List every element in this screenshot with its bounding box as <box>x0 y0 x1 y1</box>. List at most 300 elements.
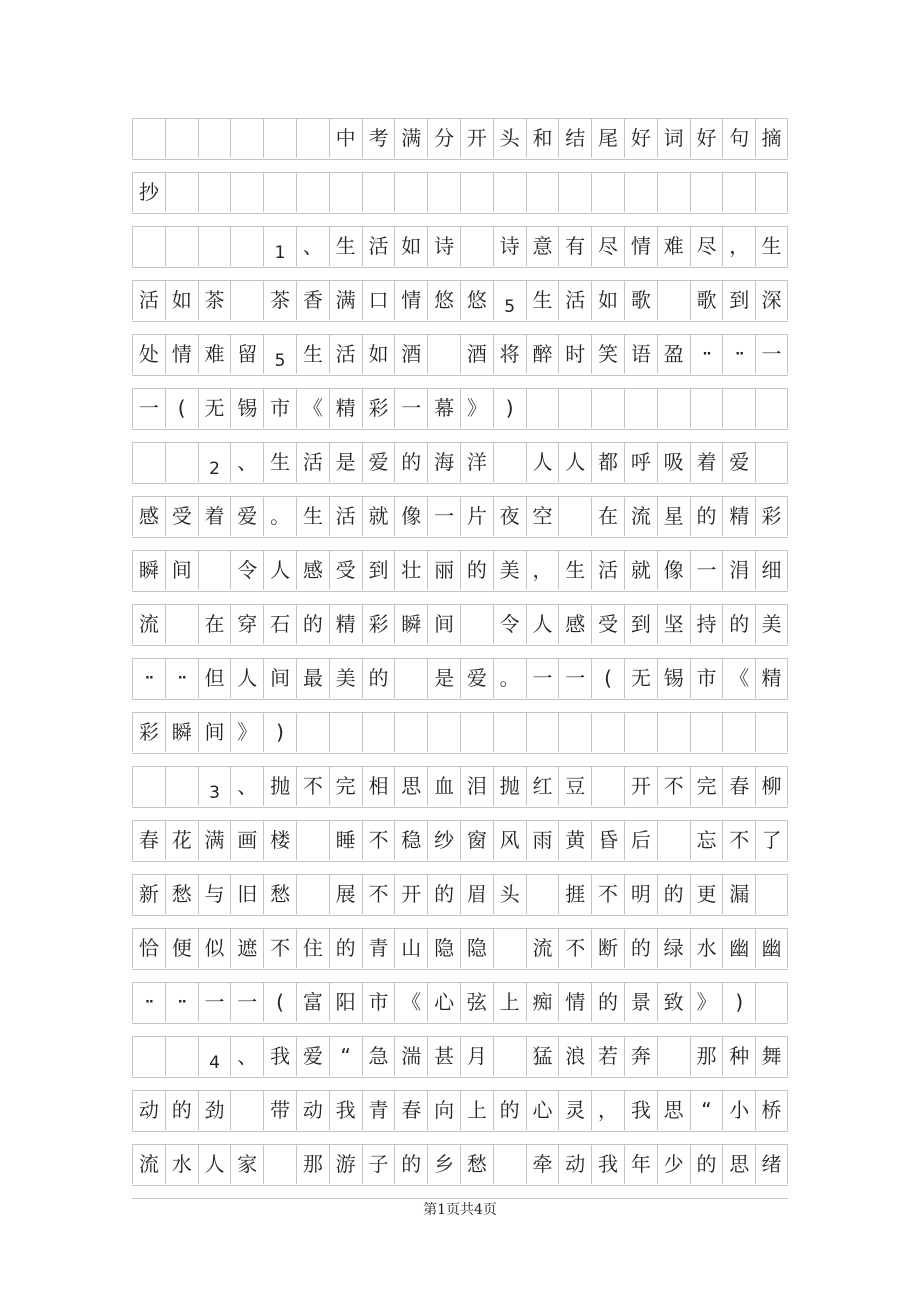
grid-cell: 在 <box>198 604 231 644</box>
grid-row <box>132 388 788 442</box>
grid-row <box>132 172 788 226</box>
grid-cell <box>427 712 460 752</box>
grid-cell: 猛 <box>526 1036 559 1076</box>
grid-cell: 好 <box>690 118 723 158</box>
grid-cell: 涓 <box>722 550 755 590</box>
grid-cell: 爱 <box>296 1036 329 1076</box>
grid-cell: 精 <box>755 658 788 698</box>
grid-cell: 歌 <box>624 280 657 320</box>
grid-cell: 活 <box>296 442 329 482</box>
grid-cell: 受 <box>591 604 624 644</box>
grid-cell: 桥 <box>755 1090 788 1130</box>
grid-cell <box>132 118 165 158</box>
grid-cell <box>296 874 329 914</box>
grid-cell <box>722 388 755 428</box>
grid-cell: 一 <box>394 388 427 428</box>
grid-cell: 我 <box>624 1090 657 1130</box>
grid-cell: 致 <box>657 982 690 1022</box>
grid-cell <box>558 712 591 752</box>
grid-row <box>132 334 788 388</box>
grid-cell: 富 <box>296 982 329 1022</box>
grid-cell <box>755 172 788 212</box>
grid-cell: 3 <box>198 766 231 806</box>
grid-cell: 美 <box>493 550 526 590</box>
grid-cell: 抄 <box>132 172 165 212</box>
grid-cell: 难 <box>198 334 231 374</box>
grid-cell: 呼 <box>624 442 657 482</box>
grid-cell: ) <box>493 388 526 428</box>
grid-cell: 人 <box>526 442 559 482</box>
grid-row <box>132 766 788 820</box>
grid-cell <box>558 388 591 428</box>
grid-cell <box>329 712 362 752</box>
grid-cell: 石 <box>263 604 296 644</box>
grid-cell <box>132 1036 165 1076</box>
grid-cell <box>493 928 526 968</box>
grid-cell: 精 <box>329 388 362 428</box>
grid-cell: 不 <box>722 820 755 860</box>
grid-cell <box>624 172 657 212</box>
grid-row <box>132 982 788 1036</box>
grid-cell: 和 <box>526 118 559 158</box>
grid-cell: 活 <box>329 334 362 374</box>
grid-row-cells <box>132 820 788 860</box>
grid-cell: 动 <box>558 1144 591 1184</box>
grid-cell: 的 <box>690 1144 723 1184</box>
grid-cell: ， <box>591 1090 624 1130</box>
grid-row <box>132 820 788 874</box>
grid-cell: 阳 <box>329 982 362 1022</box>
grid-cell: 如 <box>362 334 395 374</box>
grid-cell: 情 <box>394 280 427 320</box>
grid-cell <box>558 496 591 536</box>
grid-cell: 完 <box>690 766 723 806</box>
grid-cell <box>755 712 788 752</box>
grid-cell: 湍 <box>394 1036 427 1076</box>
grid-cell <box>657 712 690 752</box>
grid-cell: 诗 <box>493 226 526 266</box>
grid-cell: 爱 <box>230 496 263 536</box>
grid-cell: 无 <box>624 658 657 698</box>
grid-cell: 的 <box>394 442 427 482</box>
grid-cell <box>230 172 263 212</box>
grid-cell: 》 <box>230 712 263 752</box>
grid-cell: 、 <box>230 1036 263 1076</box>
grid-cell: 幽 <box>755 928 788 968</box>
grid-cell: 的 <box>362 658 395 698</box>
grid-row-cells <box>132 1144 788 1184</box>
grid-cell: 漏 <box>722 874 755 914</box>
grid-cell: 一 <box>558 658 591 698</box>
grid-cell <box>296 172 329 212</box>
grid-cell: 彩 <box>132 712 165 752</box>
grid-cell <box>296 820 329 860</box>
grid-cell: 歌 <box>690 280 723 320</box>
grid-cell: 空 <box>526 496 559 536</box>
grid-cell: 种 <box>722 1036 755 1076</box>
grid-cell: 年 <box>624 1144 657 1184</box>
grid-cell: 摘 <box>755 118 788 158</box>
grid-cell: 人 <box>263 550 296 590</box>
grid-cell: 丽 <box>427 550 460 590</box>
grid-cell: 穿 <box>230 604 263 644</box>
grid-cell: 隐 <box>427 928 460 968</box>
grid-cell: 如 <box>394 226 427 266</box>
grid-cell: 笑 <box>591 334 624 374</box>
grid-cell: 但 <box>198 658 231 698</box>
grid-cell: 睡 <box>329 820 362 860</box>
grid-cell: 、 <box>230 442 263 482</box>
grid-cell <box>198 550 231 590</box>
grid-cell <box>460 604 493 644</box>
grid-cell: 美 <box>329 658 362 698</box>
grid-cell: 一 <box>230 982 263 1022</box>
grid-cell: 的 <box>493 1090 526 1130</box>
grid-cell: 劲 <box>198 1090 231 1130</box>
grid-cell: 开 <box>624 766 657 806</box>
grid-cell: ， <box>526 550 559 590</box>
grid-cell: ( <box>263 982 296 1022</box>
grid-cell: 诗 <box>427 226 460 266</box>
grid-cell: 眉 <box>460 874 493 914</box>
grid-cell <box>690 712 723 752</box>
grid-cell: 中 <box>329 118 362 158</box>
grid-cell: 活 <box>329 496 362 536</box>
grid-cell: 生 <box>558 550 591 590</box>
grid-cell <box>362 712 395 752</box>
grid-cell: 灵 <box>558 1090 591 1130</box>
grid-cell: 酒 <box>394 334 427 374</box>
grid-cell: 。 <box>263 496 296 536</box>
grid-cell: 受 <box>329 550 362 590</box>
grid-cell: 心 <box>526 1090 559 1130</box>
grid-cell: 人 <box>558 442 591 482</box>
grid-cell: 雨 <box>526 820 559 860</box>
grid-cell <box>755 442 788 482</box>
grid-row-cells <box>132 1036 788 1076</box>
grid-cell: 到 <box>362 550 395 590</box>
grid-cell: 窗 <box>460 820 493 860</box>
grid-cell <box>329 172 362 212</box>
grid-cell: 的 <box>329 928 362 968</box>
grid-cell: 家 <box>230 1144 263 1184</box>
grid-cell: 、 <box>296 226 329 266</box>
grid-cell: 彩 <box>362 388 395 428</box>
grid-cell <box>263 118 296 158</box>
grid-cell: 美 <box>755 604 788 644</box>
grid-cell: 精 <box>722 496 755 536</box>
grid-cell: 游 <box>329 1144 362 1184</box>
grid-cell: 一 <box>690 550 723 590</box>
grid-cell: 思 <box>657 1090 690 1130</box>
grid-row <box>132 496 788 550</box>
grid-cell <box>558 172 591 212</box>
grid-cell: 彩 <box>755 496 788 536</box>
grid-cell: 在 <box>591 496 624 536</box>
grid-row-cells <box>132 226 788 266</box>
grid-cell: 头 <box>493 118 526 158</box>
grid-cell: 更 <box>690 874 723 914</box>
grid-cell <box>755 982 788 1022</box>
grid-cell <box>591 172 624 212</box>
grid-cell <box>722 172 755 212</box>
grid-cell: 不 <box>263 928 296 968</box>
grid-cell: 市 <box>690 658 723 698</box>
grid-cell <box>460 712 493 752</box>
grid-cell: 满 <box>394 118 427 158</box>
grid-row <box>132 442 788 496</box>
grid-row-cells <box>132 172 788 212</box>
grid-cell: 浪 <box>558 1036 591 1076</box>
grid-cell <box>362 172 395 212</box>
grid-cell: 悠 <box>427 280 460 320</box>
grid-cell: 我 <box>329 1090 362 1130</box>
grid-row <box>132 1144 788 1198</box>
grid-row-cells <box>132 928 788 968</box>
grid-cell: 》 <box>690 982 723 1022</box>
grid-row <box>132 280 788 334</box>
grid-cell <box>624 712 657 752</box>
grid-cell: 情 <box>165 334 198 374</box>
grid-row <box>132 550 788 604</box>
grid-cell <box>263 1144 296 1184</box>
grid-cell: ·· <box>132 658 165 698</box>
grid-cell: 一 <box>427 496 460 536</box>
grid-row <box>132 226 788 280</box>
grid-cell <box>493 1144 526 1184</box>
grid-cell: 一 <box>526 658 559 698</box>
grid-cell: 间 <box>427 604 460 644</box>
grid-cell <box>493 712 526 752</box>
grid-cell: 的 <box>394 1144 427 1184</box>
grid-row <box>132 118 788 172</box>
grid-cell: 就 <box>624 550 657 590</box>
grid-cell: 柳 <box>755 766 788 806</box>
grid-cell: 到 <box>624 604 657 644</box>
grid-cell: 人 <box>230 658 263 698</box>
grid-cell: 画 <box>230 820 263 860</box>
grid-cell: 便 <box>165 928 198 968</box>
grid-cell <box>165 172 198 212</box>
grid-cell: 的 <box>624 928 657 968</box>
grid-cell <box>394 172 427 212</box>
grid-row <box>132 604 788 658</box>
grid-cell: 住 <box>296 928 329 968</box>
grid-cell: 令 <box>230 550 263 590</box>
grid-cell: 生 <box>263 442 296 482</box>
grid-cell: 新 <box>132 874 165 914</box>
grid-cell: 流 <box>624 496 657 536</box>
grid-cell: 句 <box>722 118 755 158</box>
grid-cell: 痴 <box>526 982 559 1022</box>
grid-cell: 考 <box>362 118 395 158</box>
grid-cell: 开 <box>460 118 493 158</box>
grid-cell <box>526 874 559 914</box>
grid-row-cells <box>132 982 788 1022</box>
grid-cell: 锡 <box>230 388 263 428</box>
grid-cell: 着 <box>690 442 723 482</box>
grid-cell <box>657 280 690 320</box>
grid-cell: 好 <box>624 118 657 158</box>
grid-cell: 那 <box>690 1036 723 1076</box>
grid-cell <box>427 334 460 374</box>
grid-cell: 生 <box>755 226 788 266</box>
grid-cell: 像 <box>657 550 690 590</box>
grid-cell: 到 <box>722 280 755 320</box>
grid-cell: ， <box>722 226 755 266</box>
grid-cell: 都 <box>591 442 624 482</box>
page-footer: 第1页共4页 <box>423 1202 497 1218</box>
grid-cell: 的 <box>427 874 460 914</box>
grid-cell: 子 <box>362 1144 395 1184</box>
grid-cell: 处 <box>132 334 165 374</box>
grid-cell: 似 <box>198 928 231 968</box>
grid-cell <box>394 658 427 698</box>
grid-cell: 间 <box>165 550 198 590</box>
grid-cell: 星 <box>657 496 690 536</box>
grid-cell: 是 <box>329 442 362 482</box>
grid-cell: 牵 <box>526 1144 559 1184</box>
grid-cell: 甚 <box>427 1036 460 1076</box>
grid-cell: 《 <box>394 982 427 1022</box>
grid-cell: 一 <box>755 334 788 374</box>
grid-row <box>132 874 788 928</box>
grid-cell <box>690 172 723 212</box>
grid-row <box>132 712 788 766</box>
grid-cell <box>591 712 624 752</box>
grid-cell: 分 <box>427 118 460 158</box>
grid-cell: ·· <box>690 334 723 374</box>
grid-cell: 满 <box>198 820 231 860</box>
grid-row-cells <box>132 1090 788 1130</box>
grid-cell <box>165 1036 198 1076</box>
grid-cell: 的 <box>591 982 624 1022</box>
grid-cell: 生 <box>329 226 362 266</box>
grid-cell <box>526 172 559 212</box>
grid-cell: 感 <box>132 496 165 536</box>
grid-cell <box>591 388 624 428</box>
grid-cell: 月 <box>460 1036 493 1076</box>
grid-cell: 那 <box>296 1144 329 1184</box>
grid-cell: 间 <box>198 712 231 752</box>
grid-cell: 的 <box>165 1090 198 1130</box>
grid-cell <box>230 226 263 266</box>
grid-row <box>132 658 788 712</box>
grid-cell: 、 <box>230 766 263 806</box>
grid-row <box>132 1036 788 1090</box>
grid-cell: 我 <box>591 1144 624 1184</box>
grid-cell: 稳 <box>394 820 427 860</box>
grid-cell: 头 <box>493 874 526 914</box>
grid-cell: 水 <box>165 1144 198 1184</box>
grid-cell: 不 <box>558 928 591 968</box>
grid-cell: “ <box>690 1090 723 1130</box>
grid-cell: 持 <box>690 604 723 644</box>
grid-cell <box>690 388 723 428</box>
grid-cell: 流 <box>132 604 165 644</box>
grid-cell <box>722 712 755 752</box>
grid-cell: 夜 <box>493 496 526 536</box>
grid-cell: ) <box>263 712 296 752</box>
grid-cell: 动 <box>296 1090 329 1130</box>
grid-cell: 无 <box>198 388 231 428</box>
grid-cell: 盈 <box>657 334 690 374</box>
grid-cell: 春 <box>722 766 755 806</box>
grid-cell: 茶 <box>198 280 231 320</box>
grid-cell: 绿 <box>657 928 690 968</box>
grid-cell: 动 <box>132 1090 165 1130</box>
grid-row-cells <box>132 874 788 914</box>
grid-cell <box>165 604 198 644</box>
grid-cell: 彩 <box>362 604 395 644</box>
grid-cell: 的 <box>657 874 690 914</box>
grid-cell: 思 <box>722 1144 755 1184</box>
grid-cell: 抛 <box>263 766 296 806</box>
grid-cell <box>165 226 198 266</box>
manuscript-grid <box>132 118 788 1198</box>
grid-cell: 如 <box>165 280 198 320</box>
grid-cell <box>132 442 165 482</box>
grid-row-cells <box>132 334 788 374</box>
grid-cell: 的 <box>296 604 329 644</box>
grid-cell: 完 <box>329 766 362 806</box>
grid-cell: 着 <box>198 496 231 536</box>
grid-cell: 有 <box>558 226 591 266</box>
grid-cell: 乡 <box>427 1144 460 1184</box>
grid-cell: 纱 <box>427 820 460 860</box>
grid-cell <box>755 874 788 914</box>
grid-cell: 市 <box>362 982 395 1022</box>
grid-cell: 生 <box>296 496 329 536</box>
grid-cell: ·· <box>722 334 755 374</box>
grid-cell <box>460 172 493 212</box>
grid-cell: 泪 <box>460 766 493 806</box>
grid-cell: ( <box>165 388 198 428</box>
grid-cell: 不 <box>591 874 624 914</box>
grid-cell <box>591 766 624 806</box>
grid-cell: 活 <box>558 280 591 320</box>
grid-cell <box>198 118 231 158</box>
grid-cell <box>296 712 329 752</box>
grid-cell: 海 <box>427 442 460 482</box>
grid-cell <box>526 712 559 752</box>
grid-row-cells <box>132 658 788 698</box>
grid-row-cells <box>132 712 788 752</box>
grid-cell: 弦 <box>460 982 493 1022</box>
grid-cell: 深 <box>755 280 788 320</box>
grid-cell: 锡 <box>657 658 690 698</box>
grid-row-cells <box>132 604 788 644</box>
grid-cell: 水 <box>690 928 723 968</box>
grid-cell: 活 <box>132 280 165 320</box>
grid-cell: 黄 <box>558 820 591 860</box>
grid-cell: ·· <box>165 658 198 698</box>
grid-row-cells <box>132 766 788 806</box>
grid-row-cells <box>132 388 788 428</box>
grid-cell <box>165 766 198 806</box>
grid-cell: 1 <box>263 226 296 266</box>
grid-cell: 春 <box>394 1090 427 1130</box>
grid-cell <box>624 388 657 428</box>
grid-cell: 令 <box>493 604 526 644</box>
grid-cell: 最 <box>296 658 329 698</box>
grid-cell: 若 <box>591 1036 624 1076</box>
grid-cell: 青 <box>362 1090 395 1130</box>
grid-cell <box>132 766 165 806</box>
grid-cell: 是 <box>427 658 460 698</box>
grid-cell: 奔 <box>624 1036 657 1076</box>
grid-row <box>132 1090 788 1144</box>
